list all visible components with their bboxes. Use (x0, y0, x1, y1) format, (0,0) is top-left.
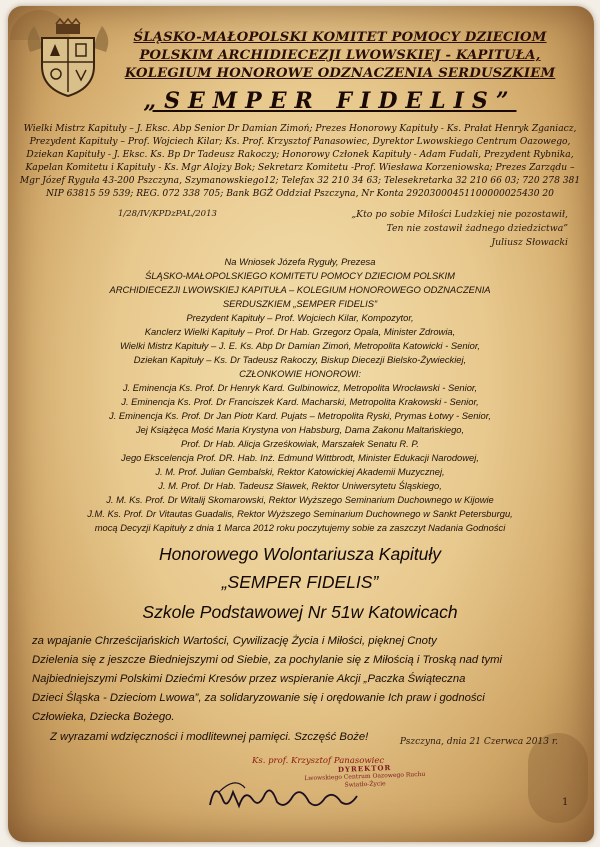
body-line: J. M. Prof. Dr Hab. Tadeusz Sławek, Rektor Uniwersytetu Śląskiego, (158, 480, 442, 491)
quote-author: Juliusz Słowacki (491, 237, 568, 248)
award-recipient: Szkole Podstawowej Nr 51w Katowicach (142, 602, 458, 622)
body-line: SERDUSZKIEM „SEMPER FIDELIS” (222, 298, 378, 309)
date-place: Pszczyna, dnia 21 Czerwca 2013 r. (399, 737, 558, 747)
signer-name: Ks. prof. Krzysztof Panasowiec (252, 756, 385, 766)
paragraph-line: Najbiedniejszymi Polskimi Dziećmi Kresów przez wspieranie Akcji „Paczka Świąteczna (32, 673, 466, 685)
stamp-sub: Lwowskiego Centrum Oazowego Ruchu Światło-Życie (304, 770, 426, 789)
officers-line: Mgr Józef Ryguła 43-200 Pszczyna, Szymanowskiego12; Telefax 32 210 34 63; Telesekretarka 32 210 66 03; 720 278 381 (19, 176, 581, 186)
body-line: J. M. Ks. Prof. Dr Witalij Skomarowski, Rektor Wyższego Seminarium Duchownego w Kijowie (106, 494, 494, 505)
body-line: Jej Książęca Mość Maria Krystyna von Habsburg, Dama Zakonu Maltańskiego, (135, 424, 465, 435)
officers-line: Dziekan Kapituły - J. Eksc. Ks. Bp Dr Tadeusz Rakoczy; Honorowy Członek Kapituły - Adam Fudali, Prezydent Rybnika, (26, 150, 574, 160)
body-line: Wielki Mistrz Kapituły – J. E. Ks. Abp Dr Damian Zimoń, Metropolita Katowicki - Senior, (119, 340, 481, 351)
officers-line: Prezydent Kapituły – Prof. Wojciech Kilar; Ks. Prof. Krzysztof Panasowiec, Dyrektor Lwowskiego Centrum Oazowego, (29, 137, 571, 147)
reference-number: 1/28/IV/KPDzPAL/2013 (118, 209, 217, 219)
body-line: ŚLĄSKO-MAŁOPOLSKIEGO KOMITETU POMOCY DZIECIOM POLSKIM (145, 270, 455, 281)
body-line: J. M. Prof. Julian Gembalski, Rektor Katowickiej Akademii Muzycznej, (155, 466, 445, 477)
quote-line: Ten nie zostawił żadnego dziedzictwa” (386, 223, 568, 234)
award-name: „SEMPER FIDELIS” (221, 572, 379, 592)
body-line: mocą Decyzji Kapituły z dnia 1 Marca 2012 roku poczytujemy sobie za zaszczyt Nadania Godności (94, 522, 506, 533)
semper-fidelis-title: „SEMPER FIDELIS” (143, 88, 517, 114)
officers-line: NIP 63815 59 539; REG. 072 338 705; Bank BGŻ Oddział Pszczyna, Nr Konta 29203000451100000025430 20 (46, 189, 554, 199)
quote-line: „Kto po sobie Miłości Ludzkiej nie pozostawił, (351, 209, 568, 220)
header-line: KOLEGIUM HONOROWE ODZNACZENIA SERDUSZKIEM (124, 66, 556, 81)
paragraph-line: Człowieka, Dziecka Bożego. (32, 711, 175, 723)
body-line: CZŁONKOWIE HONOROWI: (239, 368, 361, 379)
body-line: Dziekan Kapituły – Ks. Dr Tadeusz Rakoczy, Biskup Diecezji Bielsko-Żywieckiej, (133, 354, 467, 365)
officers-line: Kapelan Komitetu i Kapituły - Ks. Mgr Alojzy Bok; Sekretarz Komitetu -Prof. Wiesława Korzeniowska; Prezes Zarządu – (25, 163, 575, 173)
officers-line: Wielki Mistrz Kapituły – J. Eksc. Abp Senior Dr Damian Zimoń; Prezes Honorowy Kapituły - Ks. Prałat Henryk Zganiacz, (23, 124, 577, 134)
paragraph-line: Dzielenia się z jeszcze Biedniejszymi od Siebie, za pochylanie się z Miłością i Troską nad tymi (32, 654, 503, 666)
paragraph-line: Dzieci Śląska - Dzieciom Lwowa”, za solidaryzowanie się i orędowanie Ich praw i godności (32, 692, 485, 704)
header-line: POLSKIM ARCHIDIECEZJI LWOWSKIEJ - KAPITUŁA, (139, 48, 541, 63)
body-line: ARCHIDIECEZJI LWOWSKIEJ KAPITUŁA – KOLEGIUM HONOROWEGO ODZNACZENIA (109, 284, 491, 295)
body-line: Kanclerz Wielki Kapituły – Prof. Dr Hab. Grzegorz Opala, Minister Zdrowia, (144, 326, 456, 337)
award-title: Honorowego Wolontariusza Kapituły (158, 544, 442, 564)
body-line: Jego Ekscelencja Prof. DR. Hab. Inż. Edmund Wittbrodt, Minister Edukacji Narodowej, (121, 452, 479, 463)
body-line: J.M. Ks. Prof. Dr Vitautas Guadalis, Rektor Wyższego Seminarium Duchownego w Sankt Petersburgu, (87, 508, 513, 519)
handwritten-signature (205, 770, 365, 820)
closing-line: Z wyrazami wdzięczności i modlitewnej pamięci. Szczęść Boże! (50, 731, 369, 743)
body-line: Prof. Dr Hab. Alicja Grześkowiak, Marszałek Senatu R. P. (180, 438, 420, 449)
stamp-title: DYREKTOR (337, 763, 392, 774)
page-number: 1 (562, 797, 569, 808)
body-line: Prezydent Kapituły – Prof. Wojciech Kilar, Kompozytor, (186, 312, 414, 323)
body-line: Na Wniosek Józefa Ryguły, Prezesa (224, 256, 376, 267)
body-line: J. Eminencja Ks. Prof. Dr Jan Piotr Kard. Pujats – Metropolita Ryski, Prymas Łotwy - Senior, (109, 410, 491, 421)
body-line: J. Eminencja Ks. Prof. Dr Franciszek Kard. Macharski, Metropolita Krakowski - Senior, (121, 396, 479, 407)
body-line: J. Eminencja Ks. Prof. Dr Henryk Kard. Gulbinowicz, Metropolita Wrocławski - Senior, (122, 382, 478, 393)
header-line: ŚLĄSKO-MAŁOPOLSKI KOMITET POMOCY DZIECIOM (133, 30, 547, 45)
paragraph-line: za wpajanie Chrześcijańskich Wartości, Cywilizację Życia i Miłości, pięknej Cnoty (32, 635, 437, 647)
